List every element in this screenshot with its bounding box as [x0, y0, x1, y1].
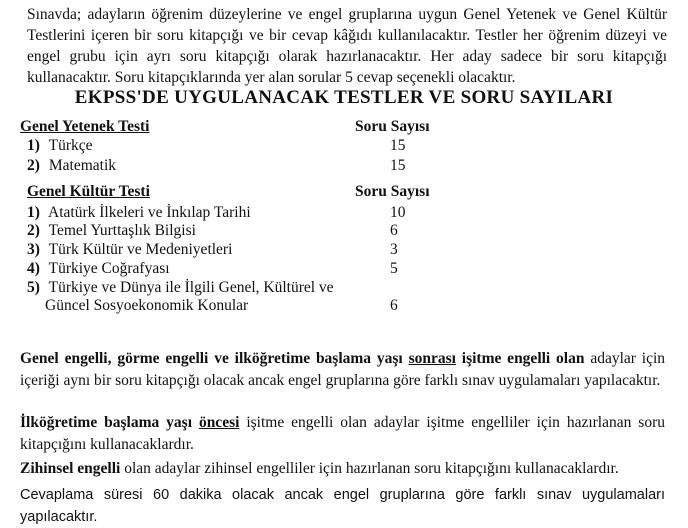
page-title: EKPSS'DE UYGULANACAK TESTLER VE SORU SAYILARI — [74, 87, 614, 108]
list-item — [27, 260, 170, 278]
item-label: Türk Kültür ve Medeniyetleri — [48, 241, 233, 258]
list-item — [27, 279, 334, 297]
note-bold-text: Genel engelli, görme engelli ve ilköğretime başlama yaşı — [20, 350, 409, 367]
note-underlined-text: öncesi — [198, 414, 240, 431]
note-underlined-text: sonrası — [408, 350, 456, 367]
genel-yetenek-count-heading: Soru Sayısı — [355, 118, 430, 135]
note-paragraph-1 — [20, 348, 665, 392]
item-label: Türkiye ve Dünya ile İlgili Genel, Kültürel ve — [48, 279, 334, 296]
note-paragraph-4: Cevaplama süresi 60 dakika olacak ancak engel gruplarına göre farklı sınav uygulamaları yapılacaktır. — [20, 487, 665, 525]
list-item — [27, 157, 116, 175]
item-number: 5) — [27, 279, 40, 296]
genel-yetenek-heading: Genel Yetenek Testi — [20, 118, 150, 135]
item-label: Temel Yurttaşlık Bilgisi — [48, 222, 196, 239]
note-bold-text: İlköğretime başlama yaşı — [20, 414, 199, 431]
item-label: Türkçe — [48, 137, 93, 154]
note-text: işitme engelli olan adaylar işitme engelliler için hazırlanan soru kitapçığını kullanacaklardır. — [20, 414, 665, 453]
note-text: olan adaylar zihinsel engelliler için hazırlanan soru kitapçığını kullanacaklardır. — [120, 460, 619, 477]
item-count: 6 — [390, 222, 398, 239]
note-bold-text: işitme engelli olan — [455, 350, 585, 367]
list-item — [27, 137, 93, 155]
item-number: 2) — [27, 222, 40, 239]
item-label: Atatürk İlkeleri ve İnkılap Tarihi — [48, 204, 251, 221]
item-count: 15 — [390, 137, 406, 154]
item-number: 2) — [27, 157, 40, 174]
item-number: 1) — [27, 137, 40, 154]
item-number: 4) — [27, 260, 40, 277]
item-count: 10 — [390, 204, 406, 221]
note-bold-text: Zihinsel engelli — [20, 460, 121, 477]
item-number: 1) — [27, 204, 40, 221]
note-text: adaylar için içeriği aynı bir soru kitapçığı olacak ancak engel gruplarına göre farklı sınav uygulamaları yapılacaktır. — [20, 350, 666, 389]
genel-kultur-heading: Genel Kültür Testi — [27, 183, 150, 200]
list-item — [27, 204, 251, 222]
list-item — [27, 222, 196, 240]
genel-kultur-count-heading: Soru Sayısı — [355, 183, 430, 200]
item-label-continuation: Güncel Sosyoekonomik Konular — [45, 297, 249, 314]
item-label: Matematik — [48, 157, 117, 174]
intro-paragraph: Sınavda; adayların öğrenim düzeylerine ve engel gruplarına uygun Genel Yetenek ve Genel Kültür Testlerini içeren bir soru kitapçığı ve bir cevap kâğıdı kullanılacaktır. Testler her öğrenim düzeyi ve engel grubu için ayrı soru kitapçığı olarak hazırlanacaktır. Her aday sadece bir soru kitapçığı kullanacaktır. Soru kitapçıklarında yer alan sorular 5 cevap seçenekli olacaktır. — [27, 6, 667, 86]
item-count: 5 — [390, 260, 398, 277]
item-count: 15 — [390, 157, 406, 174]
item-count: 6 — [390, 297, 398, 314]
note-paragraph-3 — [20, 458, 665, 480]
item-number: 3) — [27, 241, 40, 258]
item-count: 3 — [390, 241, 398, 258]
list-item — [27, 241, 232, 259]
item-label: Türkiye Coğrafyası — [48, 260, 170, 277]
note-paragraph-2 — [20, 412, 665, 456]
